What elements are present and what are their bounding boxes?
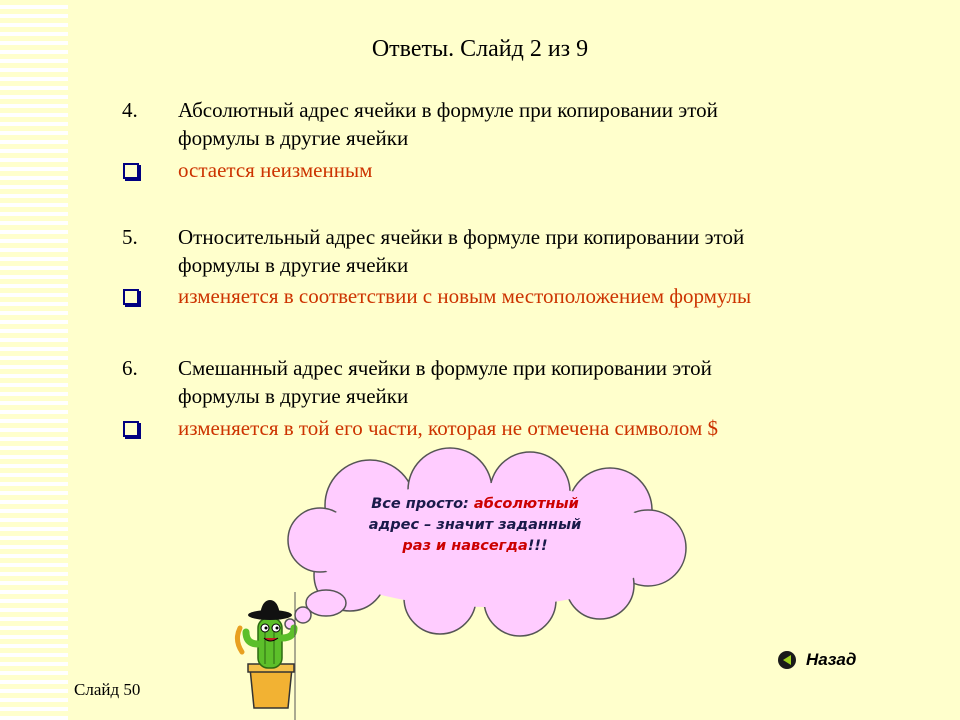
question-line: Смешанный адрес ячейки в формуле при копировании этой xyxy=(178,356,712,380)
question-number: 5. xyxy=(122,225,138,249)
slide-number: Слайд 50 xyxy=(74,680,141,699)
question-line: формулы в другие ячейки xyxy=(178,253,409,277)
pole-line xyxy=(292,592,298,720)
bubble-line: адрес – значит заданный xyxy=(368,517,582,533)
question-line: Абсолютный адрес ячейки в формуле при копировании этой xyxy=(178,98,718,122)
question-line: формулы в другие ячейки xyxy=(178,384,409,408)
question-line: Относительный адрес ячейки в формуле при копировании этой xyxy=(178,225,745,249)
bubble-phrase: абсолютный xyxy=(473,496,579,512)
answer-text: изменяется в соответствии с новым местоположением формулы xyxy=(178,284,752,308)
question-line: формулы в другие ячейки xyxy=(178,126,409,150)
page-title: Ответы. Слайд 2 из 9 xyxy=(371,36,589,62)
bubble-phrase: !!! xyxy=(527,538,548,554)
question-number: 6. xyxy=(122,356,138,380)
bubble-line xyxy=(340,494,610,515)
question-number: 4. xyxy=(122,98,138,122)
back-arrow-icon xyxy=(776,649,798,671)
bubble-text xyxy=(340,494,610,557)
bubble-phrase: Все просто: xyxy=(371,496,474,512)
answer-text: остается неизменным xyxy=(178,158,373,182)
back-label: Назад xyxy=(806,650,857,669)
answer-text: изменяется в той его части, которая не отмечена символом $ xyxy=(178,416,719,440)
bubble-line xyxy=(340,536,610,557)
bubble-phrase: раз и навсегда xyxy=(402,538,528,554)
back-button[interactable] xyxy=(776,648,856,672)
